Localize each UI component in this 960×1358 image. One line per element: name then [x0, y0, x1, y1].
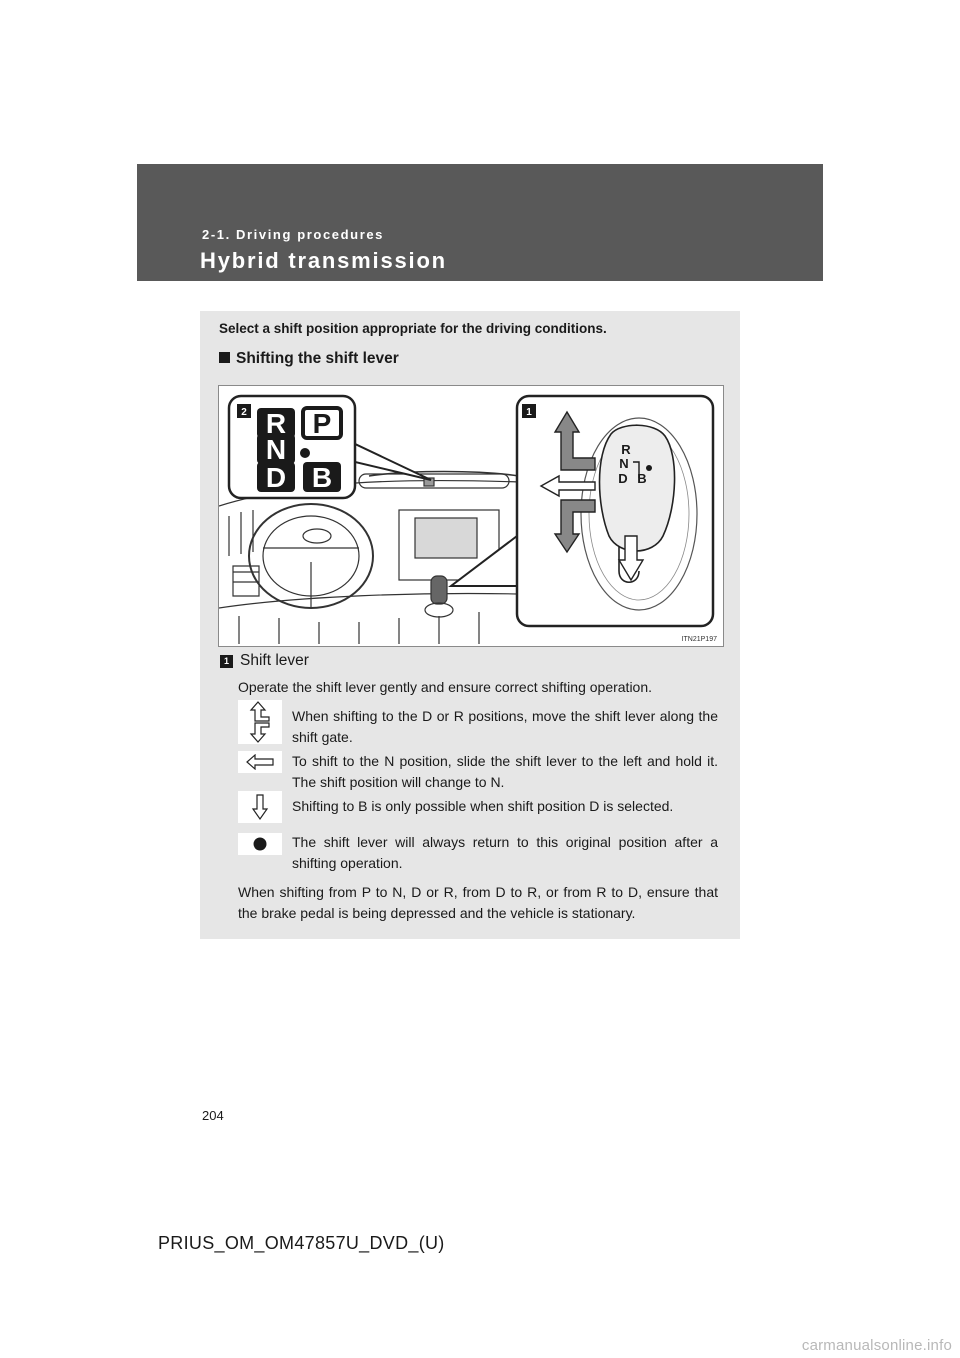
lever-inset — [517, 396, 713, 626]
page-number: 204 — [202, 1108, 224, 1123]
item-number-badge: 1 — [220, 655, 233, 668]
row-text-down: Shifting to B is only possible when shift position D is selected. — [292, 798, 674, 814]
subheading — [219, 350, 399, 368]
knob-letter-r: R — [621, 442, 631, 457]
row-text-dot: The shift lever will always return to this original position after a shifting operation. — [292, 834, 718, 871]
square-bullet-icon — [219, 352, 230, 363]
figure-code: ITN21P197 — [681, 636, 717, 643]
gate-home-dot — [300, 448, 310, 458]
callout-1-label: 1 — [526, 407, 532, 418]
row-text-up-down: When shifting to the D or R positions, move the shift lever along the shift gate. — [292, 708, 718, 745]
gate-letter-d: D — [265, 462, 287, 493]
item-lead: Operate the shift lever gently and ensure correct shifting operation. — [238, 679, 653, 695]
up-down-arrows-icon — [238, 700, 282, 744]
intro-text: Select a shift position appropriate for the driving conditions. — [219, 321, 607, 336]
item-title — [220, 652, 309, 670]
knob-letter-n: N — [619, 456, 629, 471]
document-code: PRIUS_OM_OM47857U_DVD_(U) — [158, 1233, 445, 1253]
gate-letter-n: N — [265, 434, 287, 465]
left-arrow-icon — [238, 751, 282, 773]
subheading-text: Shifting the shift lever — [236, 350, 399, 367]
section-label: 2-1. Driving procedures — [202, 227, 385, 242]
row-text-left: To shift to the N position, slide the shift lever to the left and hold it. The shift position will change to N. — [292, 753, 718, 790]
page-title: Hybrid transmission — [200, 248, 447, 273]
knob-letter-d: D — [618, 471, 628, 486]
gate-letter-r: R — [265, 408, 287, 439]
watermark: carmanualsonline.info — [801, 1337, 952, 1354]
callout-pointer-2 — [355, 444, 431, 480]
closing-text: When shifting from P to N, D or R, from D to R, or from R to D, ensure that the brake pedal is being depressed and the vehicle is stationary. — [238, 884, 718, 921]
down-arrow-icon — [238, 791, 282, 823]
callout-2-label: 2 — [241, 407, 247, 418]
dot-icon — [238, 833, 282, 855]
gate-letter-p: P — [312, 408, 332, 439]
item-title-text: Shift lever — [240, 652, 309, 669]
gate-letter-b: B — [311, 462, 333, 493]
knob-letter-b: B — [637, 471, 647, 486]
shift-lever-figure — [218, 385, 724, 647]
